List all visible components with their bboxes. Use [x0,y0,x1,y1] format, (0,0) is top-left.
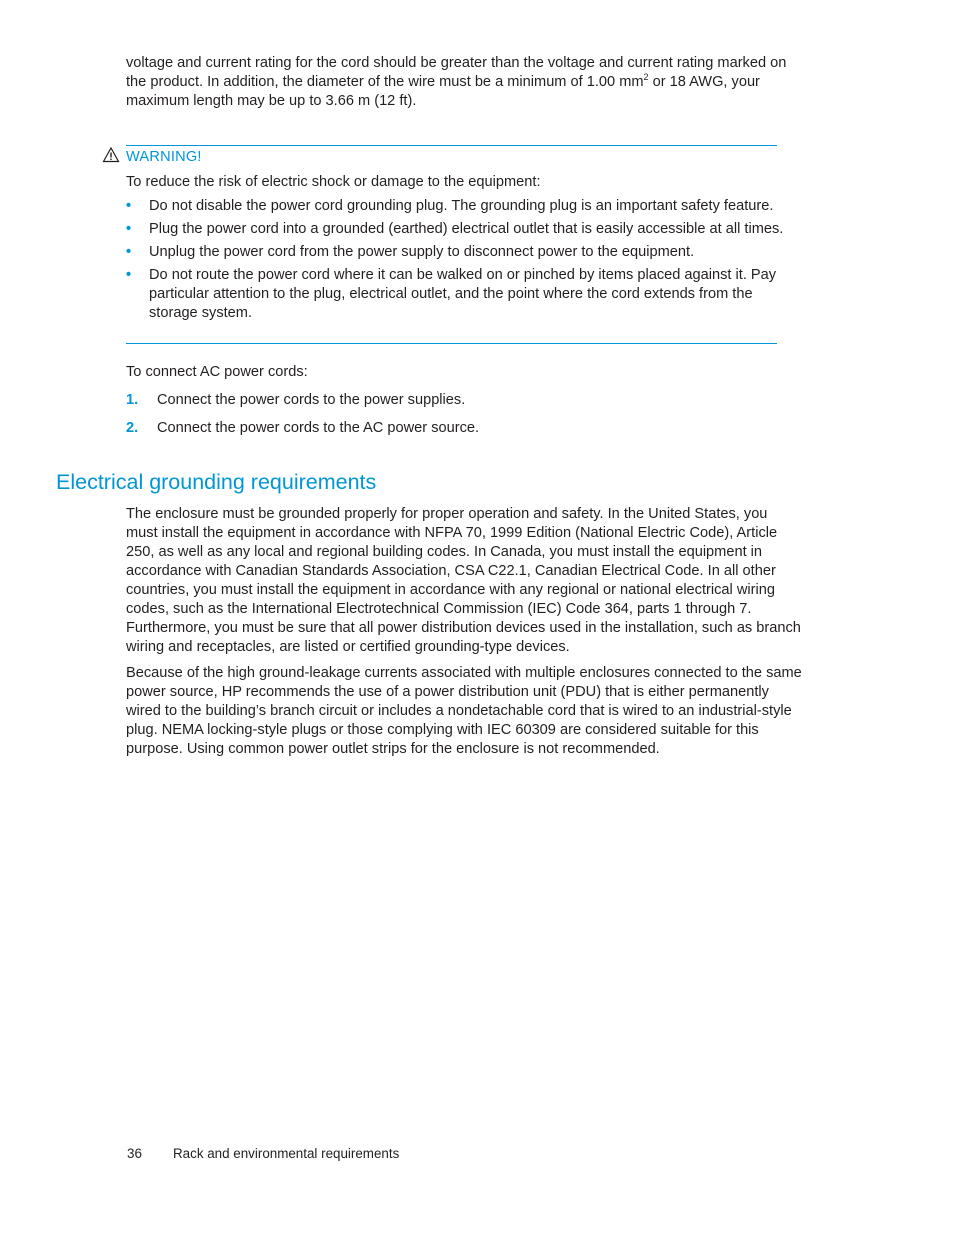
bullet-icon: • [126,221,132,237]
superscript: 2 [643,72,649,82]
step-text: Connect the power cords to the power supplies. [157,392,466,408]
step-number: 2. [126,420,139,436]
list-item [126,197,786,216]
list-item [126,266,789,323]
paragraph-grounding: The enclosure must be grounded properly for proper operation and safety. In the United States, you must install the equipment in accordance with NFPA 70, 1999 Edition (National Electric Code), Article 250, as well as any local and regional building codes. In Canada, you must install the equipment in accordance with Canadian Standards Association, CSA C22.1, Canadian Electrical Code. In all other countries, you must install the equipment in accordance with any regional or national electrical wiring codes, such as the International Electrotechnical Commission (IEC) Code 364, parts 1 through 7. Furthermore, you must be sure that all power distribution devices used in the installation, such as branch wiring and receptacles, are listed or certified grounding-type devices. [126,506,801,655]
bullet-text: Unplug the power cord from the power supply to disconnect power to the equipment. [149,244,695,260]
paragraph-leakage: Because of the high ground-leakage currents associated with multiple enclosures connected to the same power source, HP recommends the use of a power distribution unit (PDU) that is either permanently wired to the building’s branch circuit or includes a nondetachable cord that is wired to an industrial-style plug. NEMA locking-style plugs or those complying with IEC 60309 are considered suitable for this purpose. Using common power outlet strips for the enclosure is not recommended. [126,665,802,757]
intro-text-main: voltage and current rating for the cord should be greater than the voltage and current rating marked on the product. In addition, the diameter of the wire must be a minimum of 1.00 mm [126,55,787,90]
warning-title: WARNING! [126,149,202,165]
bullet-text: Do not disable the power cord grounding plug. The grounding plug is an important safety feature. [149,198,774,214]
procedure-intro: To connect AC power cords: [126,364,308,380]
page-number: 36 [127,1146,142,1161]
bullet-text: Do not route the power cord where it can be walked on or pinched by items placed against it. Pay particular attention to the plug, electrical outlet, and the point where the cord extends from the storage system. [149,267,777,321]
bullet-icon: • [126,198,132,214]
warning-bullet-list [126,197,786,327]
list-item [126,243,786,262]
warning-top-rule [126,145,777,146]
list-item [126,220,786,239]
step-item [126,419,786,438]
intro-text-tail: or 18 AWG, your maximum length may be up to 3.66 m (12 ft). [126,74,760,109]
footer-title: Rack and environmental requirements [173,1146,400,1161]
procedure-steps [126,391,786,447]
warning-triangle-icon [102,146,120,164]
warning-bottom-rule [126,343,777,344]
bullet-icon: • [126,267,132,283]
step-item [126,391,786,410]
intro-paragraph [126,54,806,111]
warning-intro: To reduce the risk of electric shock or damage to the equipment: [126,174,541,190]
step-text: Connect the power cords to the AC power source. [157,420,480,436]
bullet-icon: • [126,244,132,260]
section-heading: Electrical grounding requirements [56,470,377,494]
step-number: 1. [126,392,139,408]
bullet-text: Plug the power cord into a grounded (earthed) electrical outlet that is easily accessible at all times. [149,221,784,237]
